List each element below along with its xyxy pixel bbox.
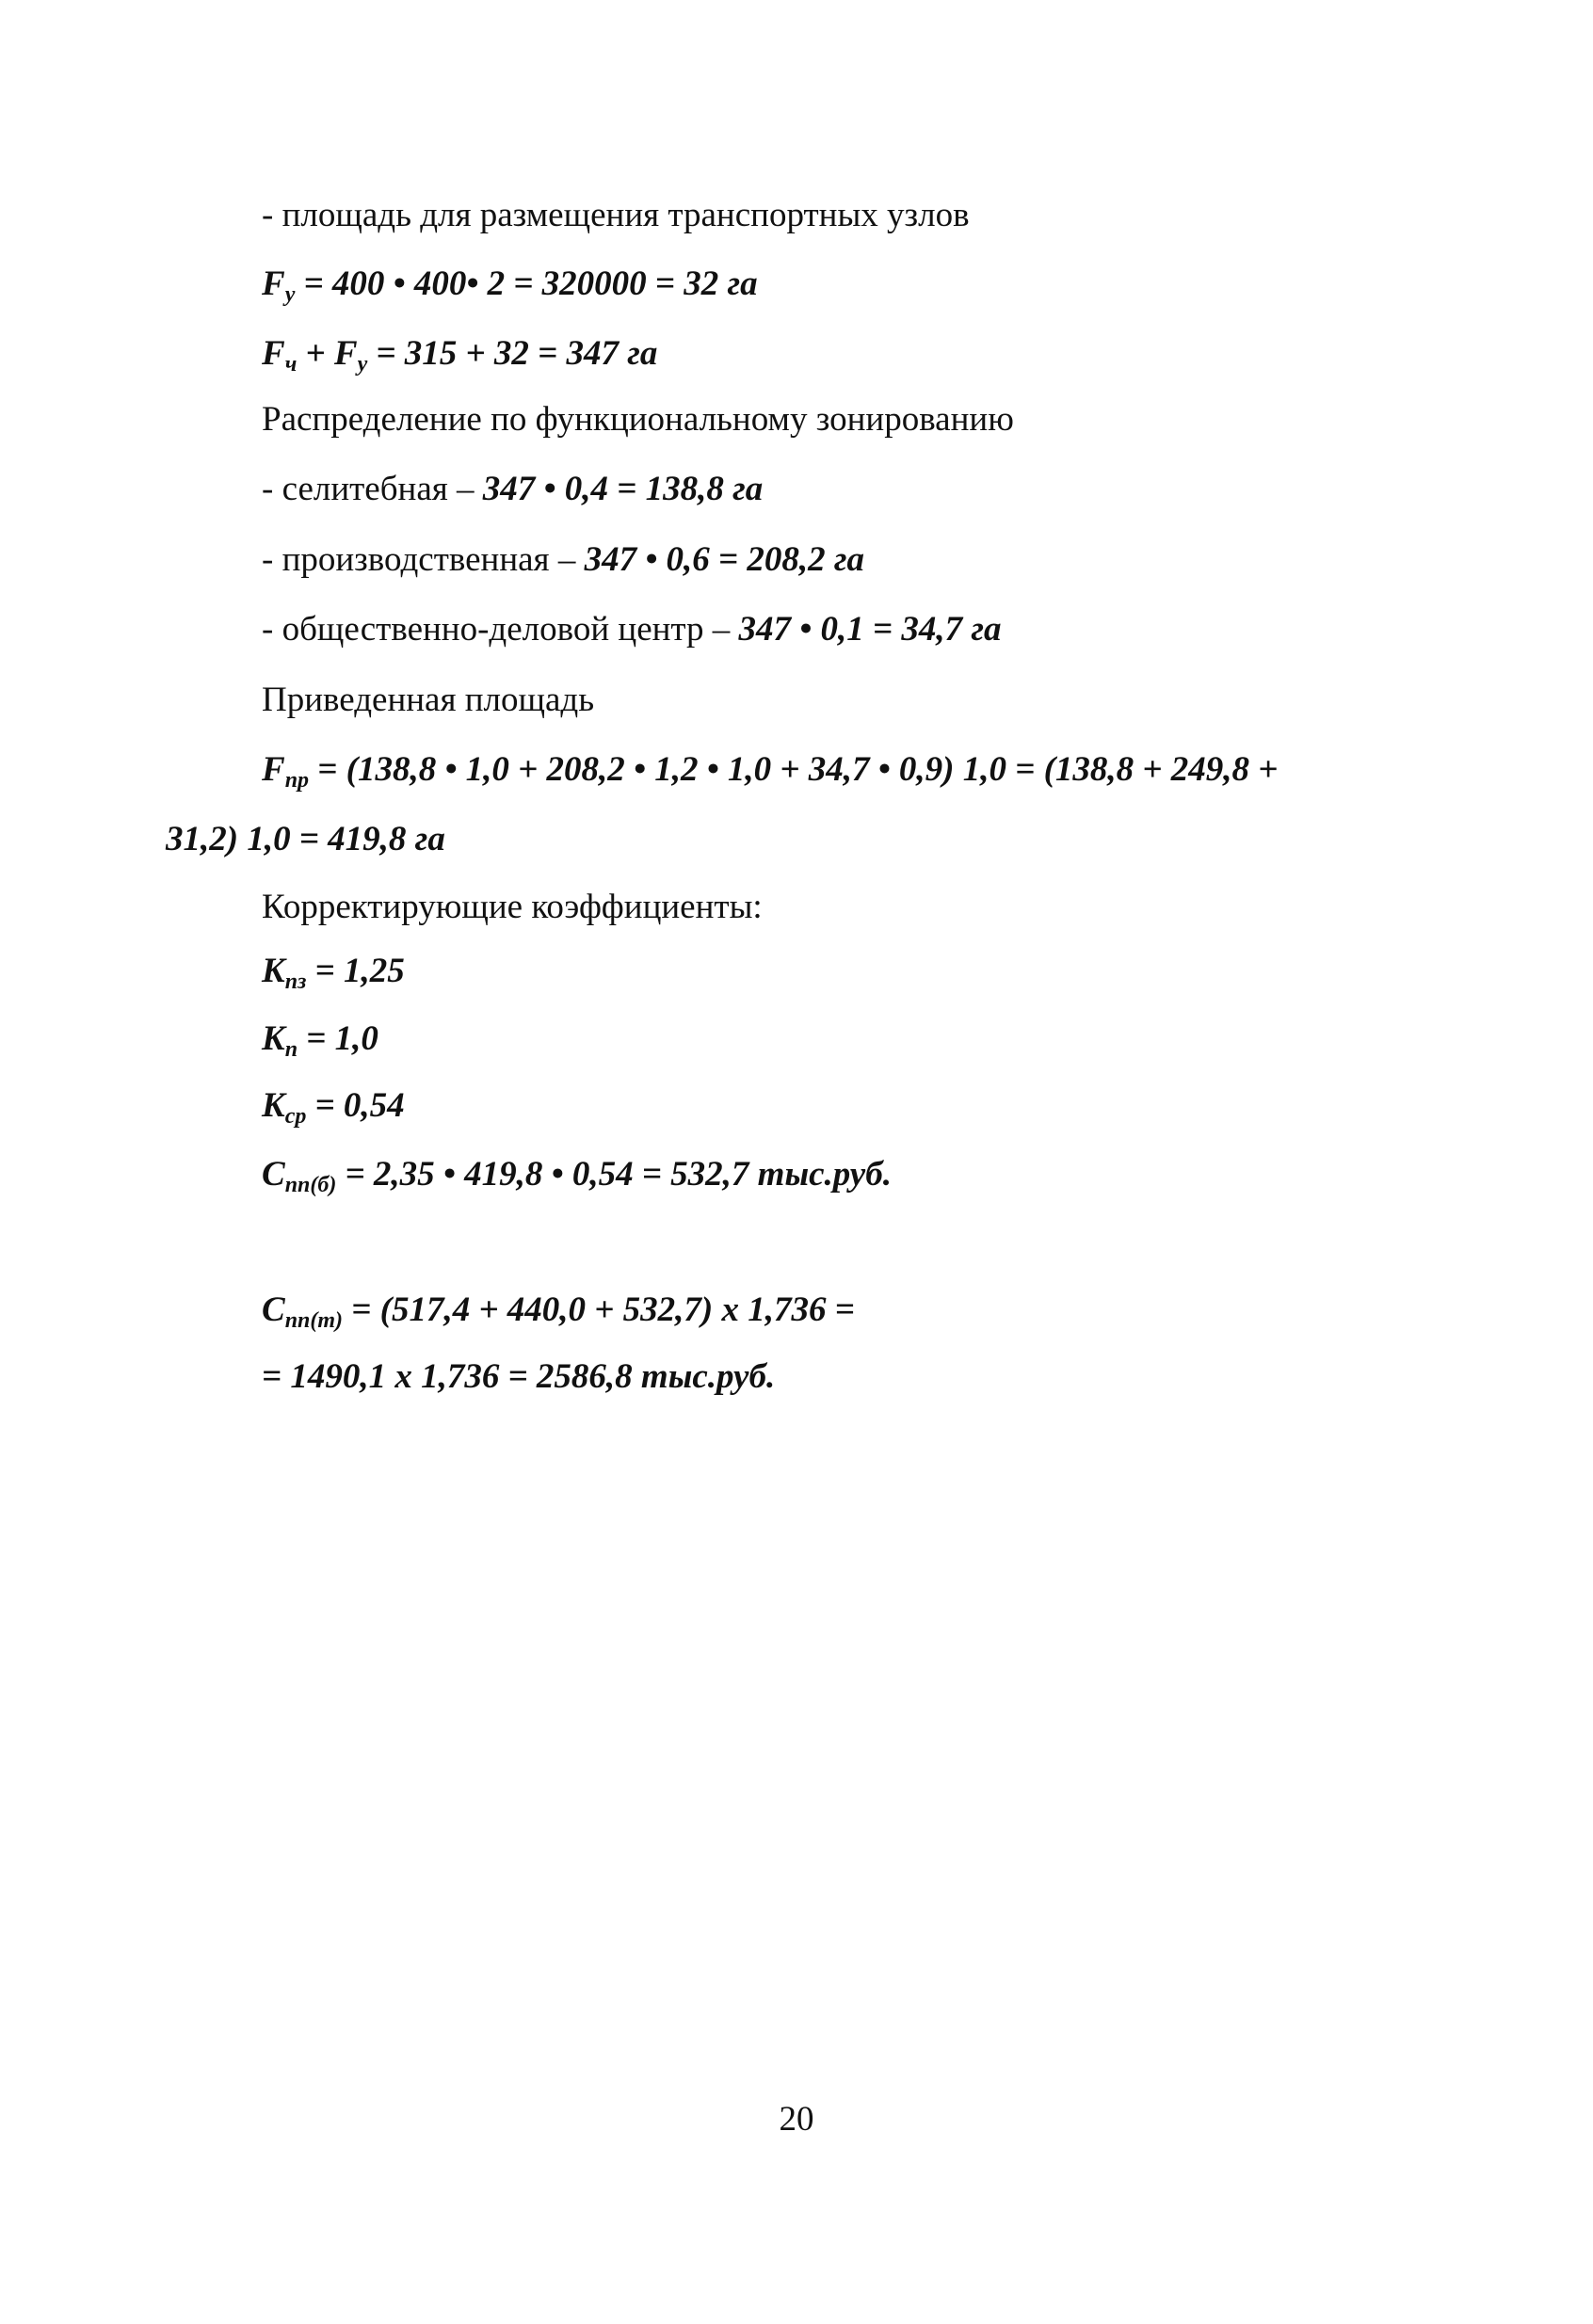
- zone-industrial-line: [262, 539, 864, 581]
- coefficients-heading: Корректирующие коэффициенты:: [262, 888, 763, 926]
- zoning-heading: Распределение по функциональному зонированию: [262, 400, 1014, 439]
- formula-var: F: [262, 334, 285, 373]
- formula-var: C: [262, 1155, 285, 1194]
- formula-var: F: [262, 264, 285, 303]
- transport-nodes-line: - площадь для размещения транспортных узлов: [262, 196, 970, 234]
- formula-subscript: пр: [284, 768, 310, 793]
- formula-subscript: ч: [284, 352, 298, 377]
- formula-c-pp-t-line1: [262, 1290, 855, 1331]
- formula-subscript: у: [284, 282, 296, 307]
- formula-expr: = 2,35 • 419,8 • 0,54 = 532,7 тыс.руб.: [336, 1155, 892, 1194]
- formula-f-y: [262, 264, 758, 305]
- page-number: 20: [779, 2100, 814, 2139]
- formula-subscript: п: [284, 1037, 298, 1062]
- formula-var: F: [262, 750, 285, 789]
- formula-expr: = 1,25: [306, 952, 405, 990]
- formula-expr: = 315 + 32 = 347 га: [367, 334, 658, 373]
- formula-expr: = (517,4 + 440,0 + 532,7) x 1,736 =: [343, 1290, 855, 1329]
- zone-formula: 347 • 0,1 = 34,7 га: [738, 610, 1002, 649]
- formula-subscript: ср: [284, 1104, 307, 1129]
- formula-k-pz: [262, 951, 405, 992]
- formula-var: K: [262, 952, 285, 990]
- formula-expr: = 1,0: [298, 1019, 378, 1058]
- formula-f-pr-line1: [262, 749, 1278, 791]
- formula-c-pp-t-line2: = 1490,1 x 1,736 = 2586,8 тыс.руб.: [262, 1357, 776, 1396]
- formula-expr: = (138,8 • 1,0 + 208,2 • 1,2 • 1,0 + 34,7 • 0,9) 1,0 = (138,8 + 249,8 +: [309, 750, 1279, 789]
- formula-var: K: [262, 1086, 285, 1125]
- formula-subscript: пп(т): [284, 1308, 344, 1333]
- zone-residential-line: [262, 469, 763, 510]
- formula-k-sr: [262, 1085, 405, 1127]
- reduced-area-heading: Приведенная площадь: [262, 681, 595, 719]
- formula-f-sum: [262, 333, 657, 375]
- zone-formula: 347 • 0,6 = 208,2 га: [584, 540, 865, 579]
- formula-f-pr-line2: 31,2) 1,0 = 419,8 га: [166, 820, 445, 858]
- formula-var: C: [262, 1290, 285, 1329]
- formula-var: + F: [297, 334, 358, 373]
- formula-var: K: [262, 1019, 285, 1058]
- formula-subscript: пз: [284, 970, 307, 994]
- formula-subscript: у: [357, 352, 368, 377]
- formula-k-p: [262, 1018, 378, 1060]
- zone-label: - общественно-деловой центр –: [262, 610, 739, 649]
- formula-subscript: пп(б): [284, 1173, 337, 1197]
- zone-label: - селитебная –: [262, 470, 483, 508]
- formula-c-pp-b: [262, 1154, 892, 1195]
- formula-expr: = 0,54: [306, 1086, 405, 1125]
- zone-business-line: [262, 609, 1002, 650]
- formula-expr: = 400 • 400• 2 = 320000 = 32 га: [295, 264, 758, 303]
- zone-label: - производственная –: [262, 540, 585, 579]
- zone-formula: 347 • 0,4 = 138,8 га: [482, 470, 764, 508]
